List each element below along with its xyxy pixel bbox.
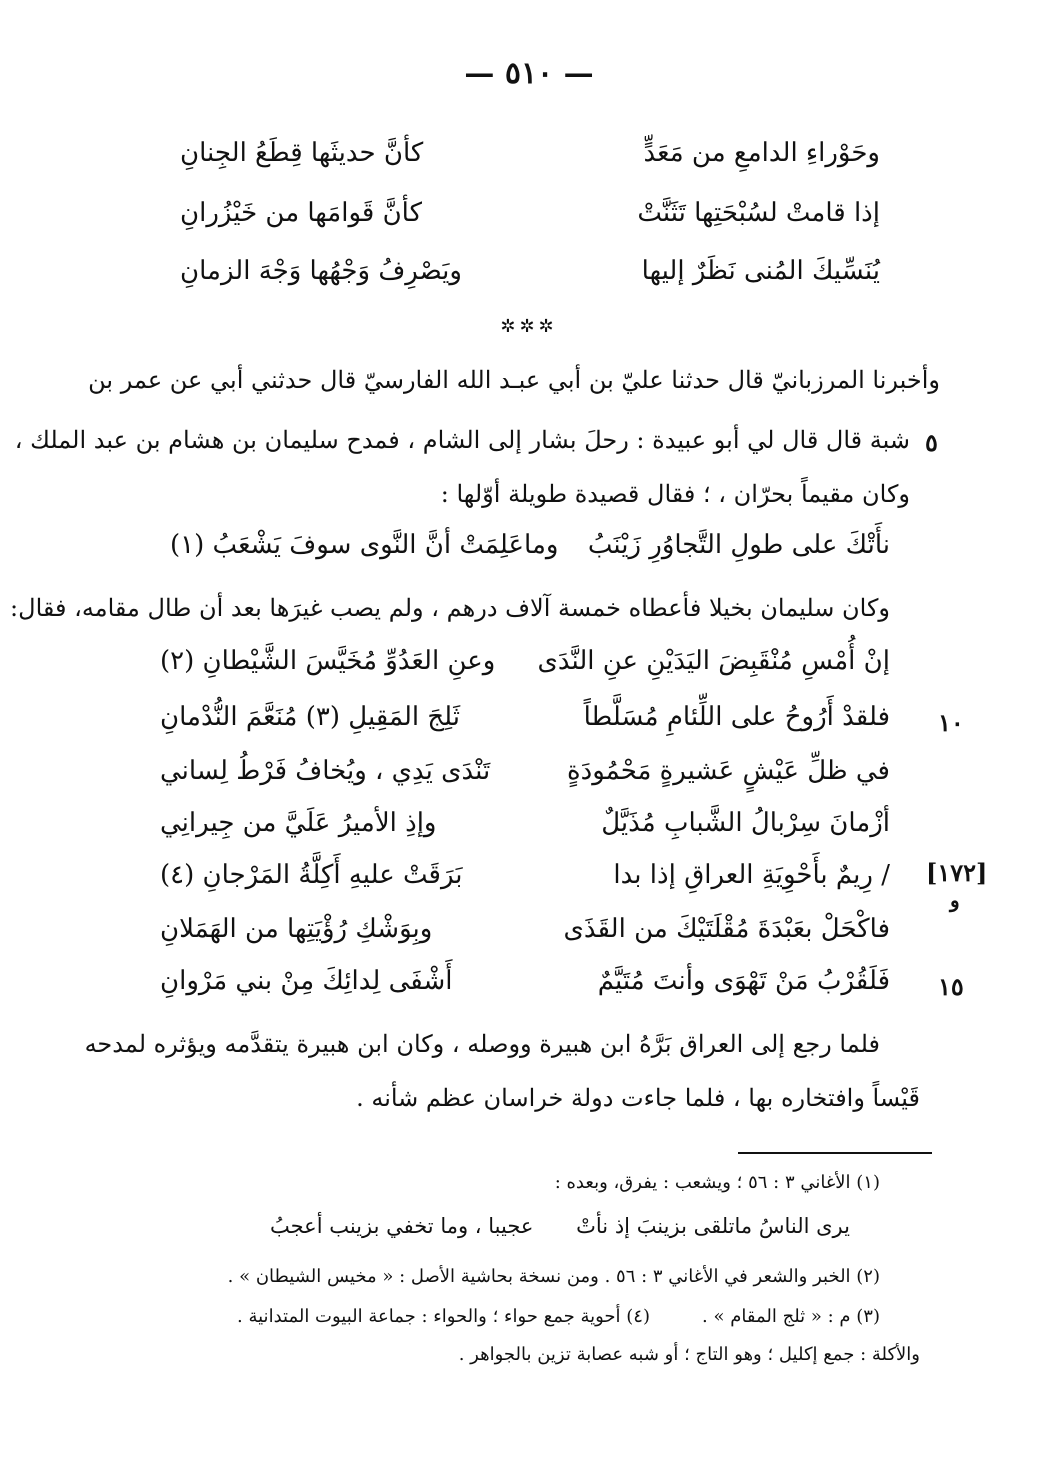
verse-second-hemistich: أَشْفَى لِدائِكَ مِنْ بني مَرْوانِ bbox=[160, 966, 453, 996]
verse-line bbox=[180, 256, 880, 296]
verse-first-hemistich: أزْمانَ سِرْبالُ الشَّبابِ مُذَيَّلٌ bbox=[601, 808, 890, 838]
line-number: ١٥ bbox=[938, 972, 964, 1001]
verse-second-hemistich: عجيبا ، وما تخفي بزينب أعجبُ bbox=[270, 1214, 534, 1238]
verse-line bbox=[160, 702, 890, 742]
verse-second-hemistich: تَنْدَى يَدِي ، ويُخافُ فَرْطُ لِساني bbox=[160, 756, 491, 786]
verse-first-hemistich: إذا قامتْ لسُبْحَتِها تَثَنَّتْ bbox=[637, 198, 880, 228]
verse-line bbox=[160, 756, 890, 796]
verse-first-hemistich: في ظلِّ عَيْشٍ عَشيرةٍ مَحْمُودَةٍ bbox=[567, 756, 890, 786]
verse-line bbox=[160, 914, 890, 954]
verse-first-hemistich: نأَتْكَ على طولِ التَّجاوُرِ زَيْنَبُ bbox=[587, 530, 890, 560]
verse-first-hemistich: إنْ أُمْسِ مُنْقَبِضَ اليَدَيْنِ عنِ النَّدَى bbox=[537, 646, 890, 676]
footnote-1: (١) الأغاني ٣ : ٥٦ ؛ ويشعب : يفرق، وبعده : bbox=[554, 1172, 880, 1193]
verse-first-hemistich: فلقدْ أَرُوحُ على اللِّئامِ مُسَلَّطاً bbox=[583, 702, 890, 732]
paragraph-line: فلما رجع إلى العراق بَرَّهُ ابن هبيرة ووصله ، وكان ابن هبيرة يتقدَّمه ويؤثره لمدحه bbox=[84, 1030, 880, 1058]
verse-second-hemistich: وعنِ العَدُوِّ مُخَيَّسَ الشَّيْطانِ (٢) bbox=[160, 646, 496, 676]
footnote-3: (٣) م : « ثلج المقام » . bbox=[702, 1306, 880, 1327]
verse-second-hemistich: كأنَّ قَوامَها من خَيْزُرانِ bbox=[180, 198, 422, 228]
footnote-2: (٢) الخبر والشعر في الأغاني ٣ : ٥٦ . ومن نسخة بحاشية الأصل : « مخيس الشيطان » . bbox=[227, 1266, 880, 1287]
verse-first-hemistich: فاكْحَلْ بعَبْدَةَ مُقْلَتَيْكَ من القَذَى bbox=[563, 914, 890, 944]
paragraph-line: وكان مقيماً بحرّان ، ؛ فقال قصيدة طويلة أوّلها : bbox=[440, 480, 910, 508]
verse-first-hemistich: وحَوْراءِ الدامعِ من مَعَدٍّ bbox=[643, 138, 880, 168]
page-marker: [١٧٢] bbox=[926, 858, 988, 887]
verse-second-hemistich: كأنَّ حديثَها قِطَعُ الجِنانِ bbox=[180, 138, 424, 168]
verse-second-hemistich: وبِوَشْكِ رُؤْيَتِها من الهَمَلانِ bbox=[160, 914, 433, 944]
verse-line bbox=[170, 530, 890, 570]
footnote-4-continued: والأكلة : جمع إكليل ؛ وهو التاج ؛ أو شبه عصابة تزين بالجواهر . bbox=[458, 1344, 920, 1365]
verse-first-hemistich: يُنَسِّيكَ المُنى نَظَرٌ إليها bbox=[641, 256, 880, 286]
page-marker-sub: و bbox=[950, 888, 960, 912]
verse-first-hemistich: يرى الناسُ ماتلقى بزينبَ إذ نأتْ bbox=[576, 1214, 850, 1238]
verse-second-hemistich: بَرَقَتْ عليهِ أَكِلَّةُ المَرْجانِ (٤) bbox=[160, 860, 463, 890]
paragraph-line: قَيْساً وافتخاره بها ، فلما جاءت دولة خراسان عظم شأنه . bbox=[356, 1084, 920, 1112]
verse-line bbox=[180, 198, 880, 238]
paragraph-line: وكان سليمان بخيلا فأعطاه خمسة آلاف درهم ، ولم يصب غيرَها بعد أن طال مقامه، فقال: bbox=[10, 594, 890, 622]
verse-line bbox=[160, 646, 890, 686]
paragraph-line: شبة قال قال لي أبو عبيدة : رحلَ بشار إلى الشام ، فمدح سليمان بن هشام بن عبد الملك ، bbox=[14, 426, 910, 454]
footnote-4: (٤) أحوية جمع حواء ؛ والحواء : جماعة البيوت المتدانية . bbox=[237, 1306, 650, 1327]
verse-line bbox=[180, 138, 880, 178]
verse-second-hemistich: وماعَلِمَتْ أنَّ النَّوى سوفَ يَشْعَبُ (١) bbox=[170, 530, 559, 560]
verse-line bbox=[160, 966, 890, 1006]
line-number: ٥ bbox=[925, 428, 938, 457]
verse-first-hemistich: فَلَقُرْبُ مَنْ تَهْوَى وأنتَ مُتَيَّمٌ bbox=[597, 966, 890, 996]
verse-second-hemistich: ويَصْرِفُ وَجْهُها وَجْهَ الزمانِ bbox=[180, 256, 462, 286]
paragraph-line: وأخبرنا المرزبانيّ قال حدثنا عليّ بن أبي عبـد الله الفارسيّ قال حدثني أبي عن عمر بن bbox=[88, 366, 940, 394]
section-separator: ✲✲✲ bbox=[500, 316, 558, 337]
verse-first-hemistich: / رِيمٌ بأَحْوِيَةِ العراقِ إذا بدا bbox=[613, 860, 890, 890]
verse-second-hemistich: ثَلِجَ المَقِيلِ (٣) مُنَعَّمَ النُّدْمانِ bbox=[160, 702, 461, 732]
footnote-verse bbox=[270, 1214, 850, 1248]
verse-second-hemistich: وإذِ الأميرُ عَلَيَّ من جِيرانِي bbox=[160, 808, 437, 838]
page-number: — ٥١٠ — bbox=[464, 56, 594, 91]
footnote-separator bbox=[738, 1152, 932, 1154]
verse-line bbox=[160, 808, 890, 848]
line-number: ١٠ bbox=[938, 708, 964, 737]
verse-line bbox=[160, 860, 890, 900]
